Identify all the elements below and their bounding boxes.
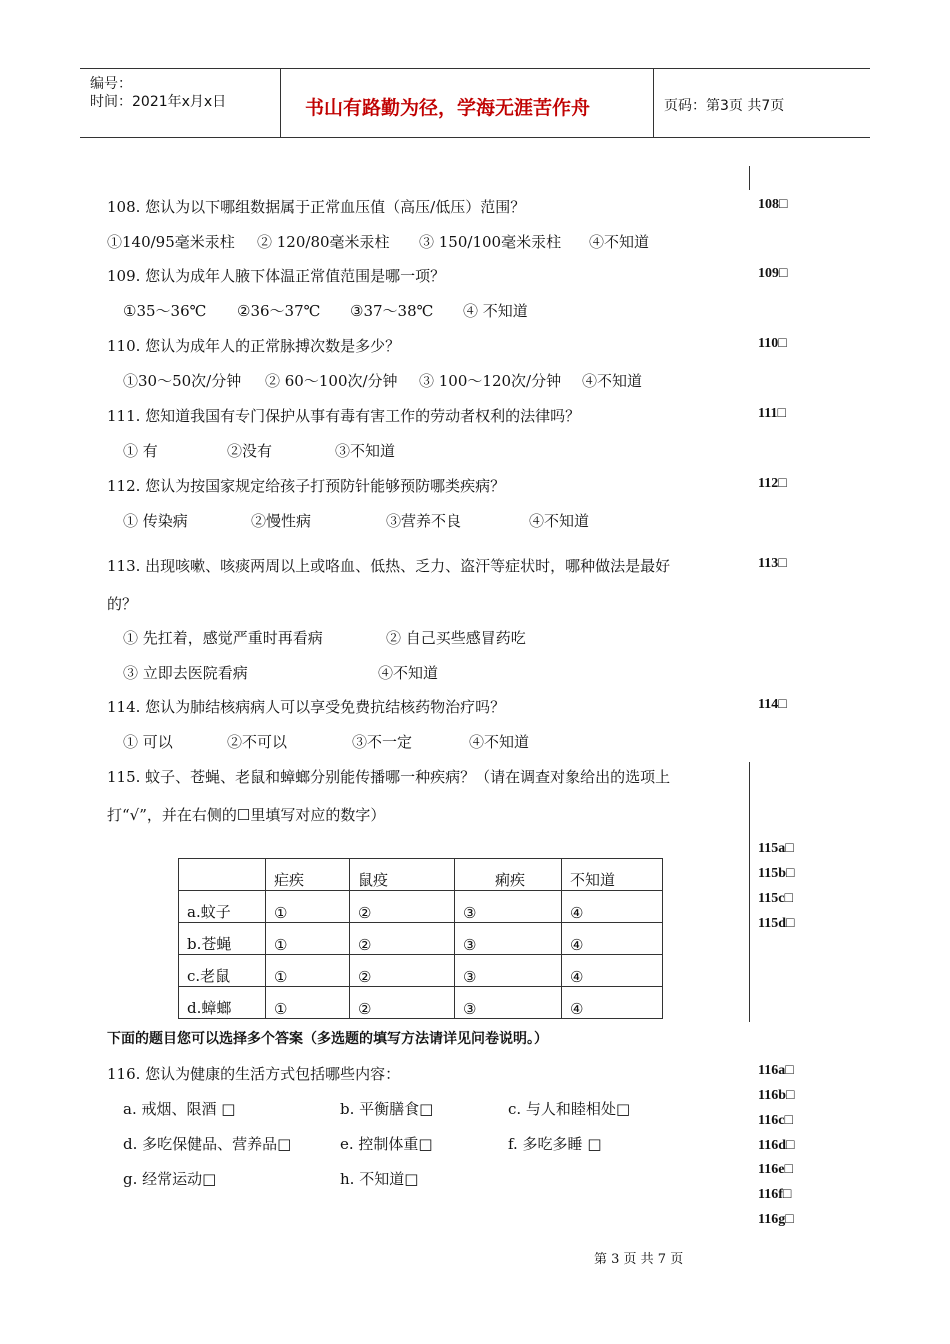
option: ①30～50次/分钟	[123, 372, 242, 390]
table-cell[interactable]: ④	[562, 955, 663, 987]
page-label: 页码：第3页 共7页	[664, 98, 785, 114]
table-cell[interactable]: ③	[455, 891, 562, 923]
time-label: 时间：2021年x月x日	[90, 94, 227, 110]
page-header	[80, 68, 870, 138]
table-cell[interactable]: ②	[350, 987, 455, 1019]
page-footer: 第 3 页 共 7 页	[594, 1252, 684, 1267]
header-left-cell	[80, 69, 281, 137]
option-checkbox[interactable]: f. 多吃多睡 □	[508, 1135, 602, 1153]
question-115-cont: 打“√”，并在右侧的☐里填写对应的数字）	[107, 806, 386, 824]
answer-code-115c[interactable]: 115c□	[758, 891, 793, 906]
table-cell[interactable]: ③	[455, 923, 562, 955]
table-cell[interactable]: ②	[350, 955, 455, 987]
table-header-cell	[179, 859, 266, 891]
number-label: 编号：	[90, 76, 132, 92]
question-114: 114. 您认为肺结核病病人可以享受免费抗结核药物治疗吗？	[107, 698, 506, 716]
table-header-cell: 不知道	[562, 859, 663, 891]
answer-code-114[interactable]: 114□	[758, 697, 787, 712]
margin-rule	[749, 762, 750, 1022]
question-113: 113. 出现咳嗽、咳痰两周以上或咯血、低热、乏力、盗汗等症状时，哪种做法是最好	[107, 557, 671, 575]
table-cell[interactable]: ①	[266, 987, 350, 1019]
option: ④不知道	[589, 233, 650, 251]
question-111: 111. 您知道我国有专门保护从事有毒有害工作的劳动者权利的法律吗？	[107, 407, 581, 425]
option: ①140/95毫米汞柱	[107, 233, 235, 251]
table-cell[interactable]: ③	[455, 987, 562, 1019]
table-cell: c.老鼠	[179, 955, 266, 987]
table-header-row	[179, 859, 663, 891]
option: ② 60～100次/分钟	[265, 372, 398, 390]
option: ③ 150/100毫米汞柱	[419, 233, 562, 251]
header-page-cell	[654, 69, 870, 137]
option-checkbox[interactable]: d. 多吃保健品、营养品□	[123, 1135, 292, 1153]
table-cell[interactable]: ④	[562, 891, 663, 923]
answer-code-115d[interactable]: 115d□	[758, 916, 795, 931]
answer-code-116a[interactable]: 116a□	[758, 1063, 794, 1078]
option: ③ 100～120次/分钟	[419, 372, 562, 390]
table-cell[interactable]: ①	[266, 923, 350, 955]
header-motto-cell	[281, 69, 654, 137]
option: ④不知道	[529, 512, 590, 530]
table-cell[interactable]: ②	[350, 891, 455, 923]
table-cell: d.蟑螂	[179, 987, 266, 1019]
option-checkbox[interactable]: e. 控制体重□	[340, 1135, 433, 1153]
option-checkbox[interactable]: g. 经常运动□	[123, 1170, 217, 1188]
option: ③不一定	[352, 733, 413, 751]
question-116: 116. 您认为健康的生活方式包括哪些内容：	[107, 1065, 401, 1083]
option: ① 传染病	[123, 512, 188, 530]
question-109: 109. 您认为成年人腋下体温正常值范围是哪一项？	[107, 267, 446, 285]
option: ② 自己买些感冒药吃	[386, 629, 526, 647]
option: ① 可以	[123, 733, 173, 751]
answer-code-109[interactable]: 109□	[758, 266, 788, 281]
answer-code-113[interactable]: 113□	[758, 556, 787, 571]
table-cell[interactable]: ③	[455, 955, 562, 987]
option: ② 120/80毫米汞柱	[257, 233, 390, 251]
option: ②没有	[227, 442, 273, 460]
option: ③37～38℃	[350, 302, 434, 320]
question-115: 115. 蚊子、苍蝇、老鼠和蟑螂分别能传播哪一种疾病？（请在调查对象给出的选项上	[107, 768, 671, 786]
question-112: 112. 您认为按国家规定给孩子打预防针能够预防哪类疾病？	[107, 477, 506, 495]
option: ②不可以	[227, 733, 288, 751]
answer-code-115b[interactable]: 115b□	[758, 866, 795, 881]
answer-code-116g[interactable]: 116g□	[758, 1212, 794, 1227]
option-checkbox[interactable]: h. 不知道□	[340, 1170, 419, 1188]
answer-code-116c[interactable]: 116c□	[758, 1113, 793, 1128]
option: ③ 立即去医院看病	[123, 664, 248, 682]
answer-code-116e[interactable]: 116e□	[758, 1162, 793, 1177]
option: ③不知道	[335, 442, 396, 460]
disease-table	[178, 858, 663, 1019]
option: ②36～37℃	[237, 302, 321, 320]
table-cell[interactable]: ④	[562, 923, 663, 955]
answer-code-116b[interactable]: 116b□	[758, 1088, 795, 1103]
table-header-cell: 疟疾	[266, 859, 350, 891]
question-110: 110. 您认为成年人的正常脉搏次数是多少？	[107, 337, 401, 355]
question-113-cont: 的？	[107, 595, 138, 613]
table-cell: b.苍蝇	[179, 923, 266, 955]
answer-code-116f[interactable]: 116f□	[758, 1187, 792, 1202]
option-checkbox[interactable]: c. 与人和睦相处□	[508, 1100, 631, 1118]
option: ④不知道	[378, 664, 439, 682]
answer-code-108[interactable]: 108□	[758, 197, 788, 212]
table-row	[179, 923, 663, 955]
answer-code-110[interactable]: 110□	[758, 336, 787, 351]
option: ① 有	[123, 442, 158, 460]
answer-code-111[interactable]: 111□	[758, 406, 786, 421]
option: ① 先扛着，感觉严重时再看病	[123, 629, 323, 647]
answer-code-112[interactable]: 112□	[758, 476, 787, 491]
answer-code-115a[interactable]: 115a□	[758, 841, 794, 856]
table-header-cell: 鼠疫	[350, 859, 455, 891]
option-checkbox[interactable]: a. 戒烟、限酒 □	[123, 1100, 236, 1118]
table-cell[interactable]: ②	[350, 923, 455, 955]
table-cell[interactable]: ①	[266, 955, 350, 987]
table-header-cell: 痢疾	[455, 859, 562, 891]
table-row	[179, 987, 663, 1019]
option: ④ 不知道	[463, 302, 528, 320]
option-checkbox[interactable]: b. 平衡膳食□	[340, 1100, 434, 1118]
multi-choice-note: 下面的题目您可以选择多个答案（多选题的填写方法请详见问卷说明。）	[107, 1031, 548, 1047]
option: ③营养不良	[386, 512, 462, 530]
option: ④不知道	[469, 733, 530, 751]
option: ②慢性病	[251, 512, 312, 530]
answer-code-116d[interactable]: 116d□	[758, 1138, 795, 1153]
table-cell[interactable]: ①	[266, 891, 350, 923]
table-row	[179, 955, 663, 987]
table-cell[interactable]: ④	[562, 987, 663, 1019]
question-108: 108. 您认为以下哪组数据属于正常血压值（高压/低压）范围？	[107, 198, 526, 216]
margin-rule	[749, 166, 750, 190]
option: ④不知道	[582, 372, 643, 390]
table-cell: a.蚊子	[179, 891, 266, 923]
table-row	[179, 891, 663, 923]
motto: 书山有路勤为径，学海无涯苦作舟	[305, 97, 591, 119]
option: ①35～36℃	[123, 302, 207, 320]
